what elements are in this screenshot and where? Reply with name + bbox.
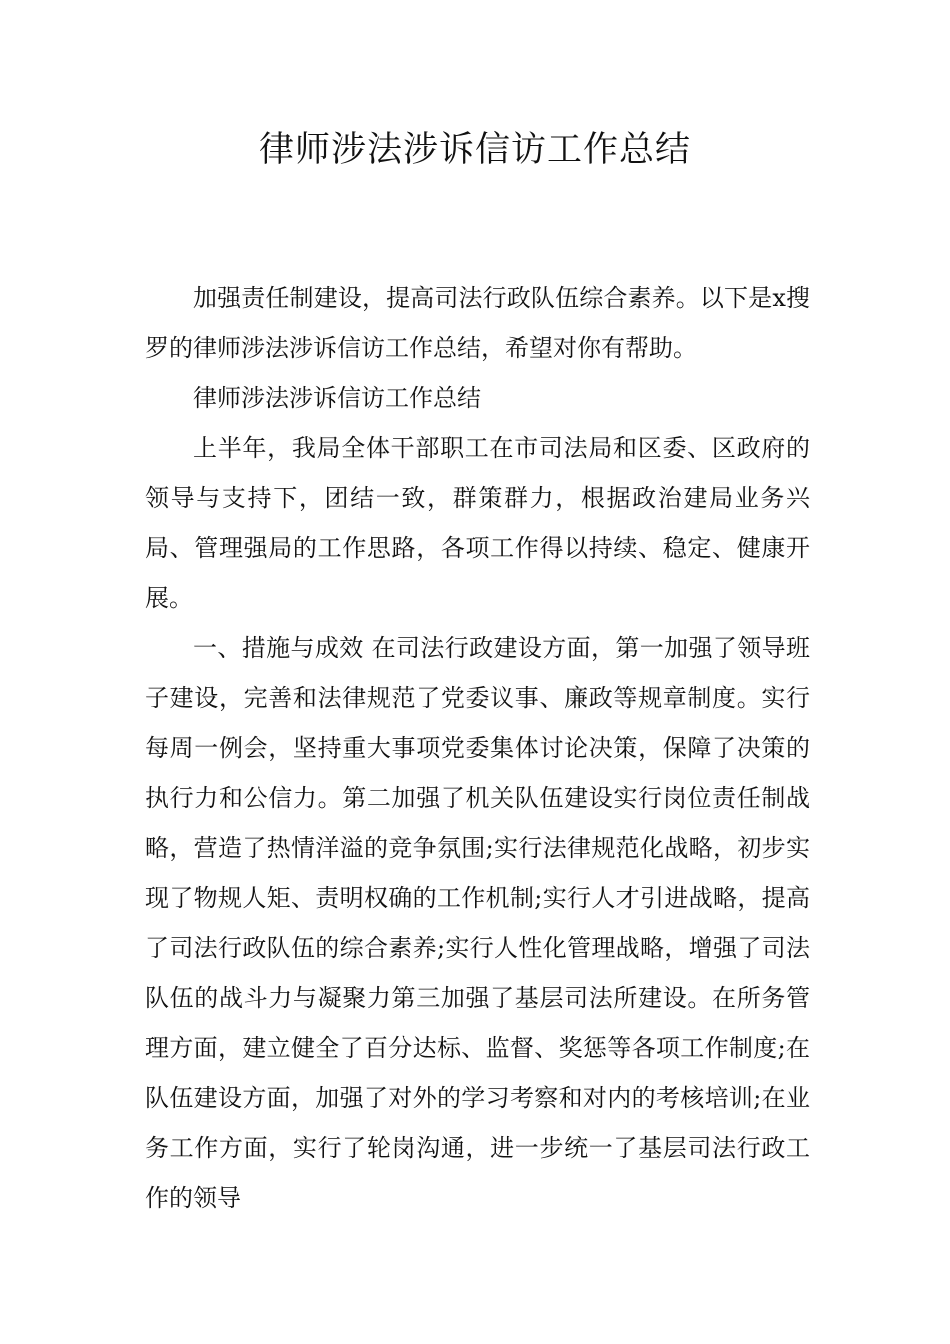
paragraph-intro: 加强责任制建设，提高司法行政队伍综合素养。以下是x搜罗的律师涉法涉诉信访工作总结，希望对你有帮助。 <box>145 284 810 362</box>
paragraph-overview: 上半年，我局全体干部职工在市司法局和区委、区政府的领导与支持下，团结一致，群策群力，根据政治建局业务兴局、管理强局的工作思路，各项工作得以持续、稳定、健康开展。 <box>145 434 810 612</box>
document-title: 律师涉法涉诉信访工作总结 <box>258 130 691 170</box>
document-body <box>145 273 810 1223</box>
paragraph-subtitle: 律师涉法涉诉信访工作总结 <box>193 384 481 412</box>
paragraph-measures: 一、措施与成效 在司法行政建设方面，第一加强了领导班子建设，完善和法律规范了党委议事、廉政等规章制度。实行每周一例会，坚持重大事项党委集体讨论决策，保障了决策的执行力和公信力。第二加强了机关队伍建设实行岗位责任制战略，营造了热情洋溢的竞争氛围;实行法律规范化战略，初步实现了物规人矩、责明权确的工作机制;实行人才引进战略，提高了司法行政队伍的综合素养;实行人性化管理战略，增强了司法队伍的战斗力与凝聚力第三加强了基层司法所建设。在所务管理方面，建立健全了百分达标、监督、奖惩等各项工作制度;在队伍建设方面，加强了对外的学习考察和对内的考核培训;在业务工作方面，实行了轮岗沟通，进一步统一了基层司法行政工作的领导 <box>145 634 810 1212</box>
